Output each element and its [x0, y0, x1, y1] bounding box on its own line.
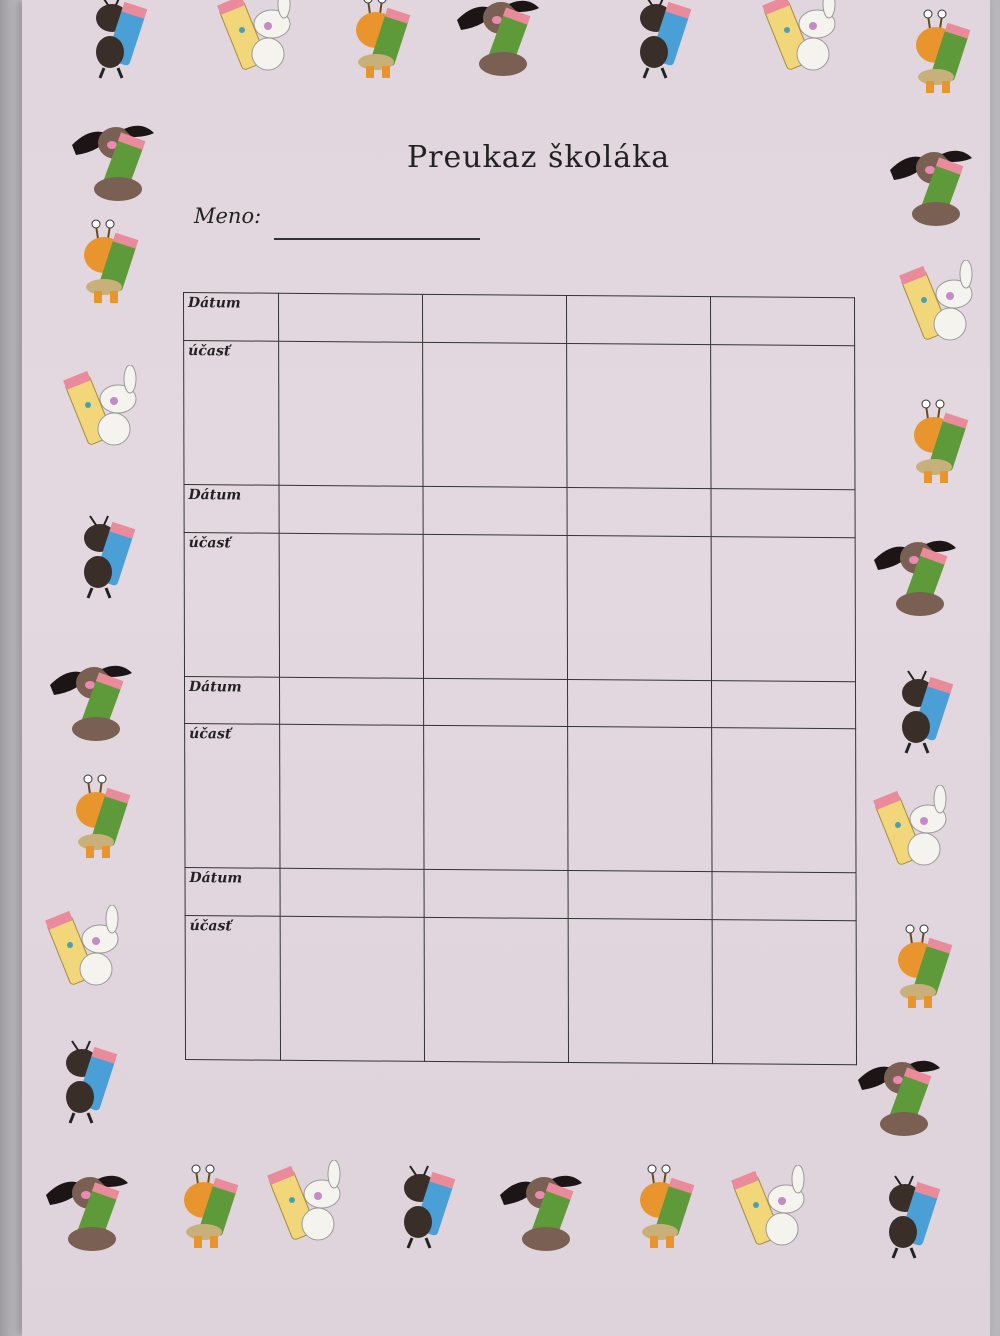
date-label-cell: Dátum [184, 293, 279, 342]
attendance-cell [424, 918, 568, 1063]
attendance-label-cell: účasť [184, 532, 279, 677]
attendance-table [183, 292, 857, 1065]
table-row [184, 484, 855, 537]
dog-with-pencil-icon [848, 1050, 948, 1144]
date-cell [711, 488, 855, 537]
date-cell [567, 487, 711, 536]
attendance-cell [279, 533, 423, 678]
date-cell [712, 680, 856, 729]
snail-with-pencil-icon [900, 395, 990, 489]
table-row [185, 676, 856, 729]
snail-with-pencil-icon [884, 920, 974, 1014]
date-cell [424, 678, 568, 727]
date-label-cell: Dátum [184, 484, 279, 533]
snail-with-pencil-icon [342, 0, 432, 84]
ant-with-pencil-icon [867, 1170, 957, 1264]
dog-with-pencil-icon [62, 115, 162, 209]
attendance-grid [183, 292, 857, 1065]
bunny-with-pencil-icon [262, 1160, 352, 1254]
table-row [184, 293, 855, 346]
dog-with-pencil-icon [490, 1165, 590, 1259]
dog-with-pencil-icon [447, 0, 547, 84]
date-cell [279, 293, 423, 342]
attendance-cell [712, 728, 856, 873]
attendance-cell [712, 920, 856, 1065]
name-label: Meno: [194, 204, 262, 228]
attendance-cell [568, 727, 712, 872]
dog-with-pencil-icon [864, 530, 964, 624]
attendance-cell [567, 343, 711, 488]
date-cell [280, 677, 424, 726]
date-cell [423, 486, 567, 535]
ant-with-pencil-icon [618, 0, 708, 84]
bunny-with-pencil-icon [757, 0, 847, 84]
date-cell [280, 869, 424, 918]
table-row [185, 868, 856, 921]
attendance-cell [711, 536, 855, 681]
table-row [184, 340, 855, 489]
attendance-label-cell: účasť [184, 340, 279, 485]
table-surface-edge [0, 0, 22, 1336]
date-label-cell: Dátum [185, 676, 280, 725]
bunny-with-pencil-icon [212, 0, 302, 84]
attendance-cell [280, 916, 424, 1061]
page-title: Preukaz školáka [407, 140, 671, 175]
attendance-cell [567, 535, 711, 680]
dog-with-pencil-icon [880, 140, 980, 234]
attendance-label-cell: účasť [185, 916, 280, 1061]
table-row [185, 724, 856, 873]
dog-with-pencil-icon [40, 655, 140, 749]
date-cell [712, 872, 856, 921]
date-cell [567, 296, 711, 345]
date-cell [710, 297, 854, 346]
snail-with-pencil-icon [170, 1160, 260, 1254]
snail-with-pencil-icon [70, 215, 160, 309]
bunny-with-pencil-icon [40, 905, 130, 999]
attendance-label-cell: účasť [185, 724, 280, 869]
attendance-cell [280, 725, 424, 870]
snail-with-pencil-icon [626, 1160, 716, 1254]
ant-with-pencil-icon [880, 665, 970, 759]
bunny-with-pencil-icon [58, 365, 148, 459]
attendance-cell [568, 919, 712, 1064]
name-field-line [274, 238, 480, 240]
bunny-with-pencil-icon [894, 260, 984, 354]
bunny-with-pencil-icon [868, 785, 958, 879]
dog-with-pencil-icon [36, 1165, 136, 1259]
date-cell [568, 871, 712, 920]
date-cell [424, 870, 568, 919]
attendance-cell [424, 726, 568, 871]
table-row [185, 916, 856, 1065]
date-cell [423, 294, 567, 343]
table-row [184, 532, 855, 681]
attendance-cell [279, 341, 423, 486]
paper-sheet [22, 0, 990, 1336]
ant-with-pencil-icon [74, 0, 164, 84]
date-label-cell: Dátum [185, 868, 280, 917]
attendance-cell [423, 534, 567, 679]
snail-with-pencil-icon [902, 5, 992, 99]
ant-with-pencil-icon [382, 1160, 472, 1254]
date-cell [279, 485, 423, 534]
ant-with-pencil-icon [44, 1035, 134, 1129]
attendance-cell [423, 342, 567, 487]
date-cell [568, 679, 712, 728]
bunny-with-pencil-icon [726, 1165, 816, 1259]
ant-with-pencil-icon [62, 510, 152, 604]
attendance-cell [711, 345, 855, 490]
snail-with-pencil-icon [62, 770, 152, 864]
